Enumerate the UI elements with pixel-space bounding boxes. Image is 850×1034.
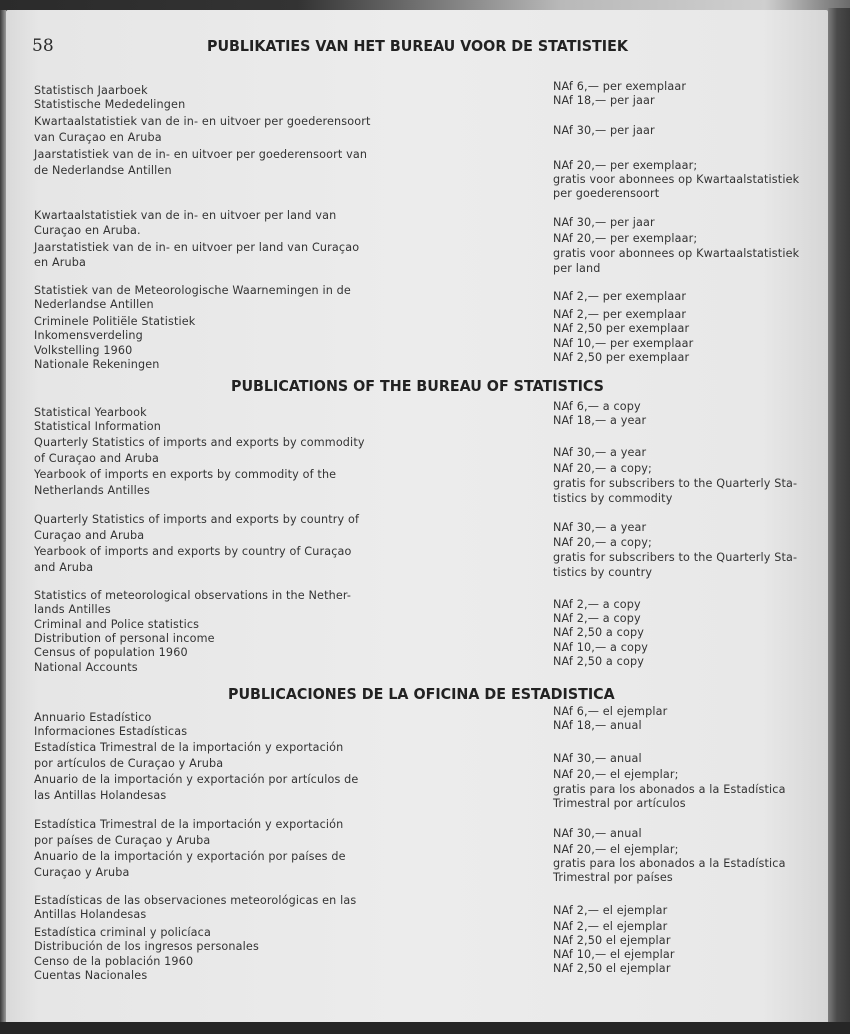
publication-title: Statistical Yearbook [34,406,147,419]
publication-title: Nederlandse Antillen [34,298,154,311]
publication-price: NAf 2,50 el ejemplar [553,934,671,947]
page-number: 58 [32,36,54,56]
publication-title: Curaçao and Aruba [34,529,145,542]
publication-title: National Accounts [34,661,138,674]
publication-price: NAf 10,— a copy [553,641,649,654]
publication-price: NAf 2,50 per exemplaar [553,351,690,364]
publication-price: gratis voor abonnees op Kwartaalstatistiek [553,247,800,260]
publication-price: gratis voor abonnees op Kwartaalstatistiek [553,173,800,186]
publication-title: en Aruba [34,256,87,269]
publication-title: and Aruba [34,561,94,574]
publication-title: Yearbook of imports and exports by country of Curaçao [34,545,352,558]
publication-price: NAf 20,— el ejemplar; [553,768,679,781]
publication-title: de Nederlandse Antillen [34,164,172,177]
publication-title: Statistical Information [34,420,162,433]
publication-price: NAf 2,— el ejemplar [553,920,668,933]
publication-price: NAf 20,— per exemplaar; [553,232,698,245]
publication-title: Estadística criminal y policíaca [34,926,211,939]
publication-title: Informaciones Estadísticas [34,725,188,738]
publication-price: NAf 2,50 el ejemplar [553,962,671,975]
section-heading-dutch: PUBLIKATIES VAN HET BUREAU VOOR DE STATISTIEK [207,37,628,55]
publication-price: Trimestral por países [553,871,673,884]
publication-price: NAf 2,50 a copy [553,655,644,668]
publication-title: Estadísticas de las observaciones meteorológicas en las [34,894,357,907]
publication-title: Statistisch Jaarboek [34,84,148,97]
publication-price: NAf 30,— a year [553,521,647,534]
publication-title: Jaarstatistiek van de in- en uitvoer per land van Curaçao [34,241,360,254]
publication-price: NAf 30,— per jaar [553,124,655,137]
publication-title: Netherlands Antilles [34,484,150,497]
section-heading-english: PUBLICATIONS OF THE BUREAU OF STATISTICS [231,377,604,395]
publication-title: Anuario de la importación y exportación por países de [34,850,346,863]
publication-title: lands Antilles [34,603,111,616]
publication-price: gratis for subscribers to the Quarterly Sta- [553,477,798,490]
publication-price: NAf 20,— el ejemplar; [553,843,679,856]
publication-title: Statistics of meteorological observations in the Nether- [34,589,352,602]
publication-title: por artículos de Curaçao y Aruba [34,757,224,770]
publication-title: Census of population 1960 [34,646,188,659]
publication-title: Antillas Holandesas [34,908,147,921]
publication-price: per land [553,262,601,275]
publication-title: Quarterly Statistics of imports and exports by commodity [34,436,365,449]
publication-title: van Curaçao en Aruba [34,131,162,144]
publication-title: Inkomensverdeling [34,329,143,342]
publication-title: Cuentas Nacionales [34,969,148,982]
publication-title: Curaçao en Aruba. [34,224,141,237]
publication-title: Anuario de la importación y exportación por artículos de [34,773,359,786]
publication-title: Statistiek van de Meteorologische Waarnemingen in de [34,284,351,297]
publication-title: Annuario Estadístico [34,711,152,724]
publication-price: NAf 2,50 per exemplaar [553,322,690,335]
publication-price: NAf 18,— per jaar [553,94,655,107]
publication-price: NAf 30,— anual [553,752,642,765]
publication-price: NAf 2,— a copy [553,598,641,611]
publication-title: Estadística Trimestral de la importación y exportación [34,818,344,831]
publication-price: NAf 2,— per exemplaar [553,308,687,321]
publication-title: las Antillas Holandesas [34,789,167,802]
book-binding [828,8,850,1034]
publication-price: NAf 20,— a copy; [553,536,652,549]
publication-title: Nationale Rekeningen [34,358,160,371]
publication-title: of Curaçao and Aruba [34,452,160,465]
publication-title: Yearbook of imports en exports by commodity of the [34,468,337,481]
publication-title: Jaarstatistiek van de in- en uitvoer per goederensoort van [34,148,368,161]
publication-price: NAf 10,— el ejemplar [553,948,675,961]
publication-price: gratis para los abonados a la Estadística [553,857,786,870]
publication-price: NAf 30,— anual [553,827,642,840]
publication-title: Quarterly Statistics of imports and exports by country of [34,513,360,526]
publication-price: NAf 6,— el ejemplar [553,705,668,718]
publication-price: NAf 30,— a year [553,446,647,459]
publication-price: NAf 2,50 a copy [553,626,644,639]
publication-price: gratis para los abonados a la Estadística [553,783,786,796]
publication-price: NAf 2,— per exemplaar [553,290,687,303]
publication-title: Censo de la población 1960 [34,955,194,968]
publication-price: per goederensoort [553,187,660,200]
publication-price: tistics by country [553,566,653,579]
publication-price: NAf 18,— a year [553,414,647,427]
publication-title: Volkstelling 1960 [34,344,133,357]
publication-price: NAf 2,— a copy [553,612,641,625]
publication-title: Estadística Trimestral de la importación y exportación [34,741,344,754]
publication-price: NAf 2,— el ejemplar [553,904,668,917]
publication-title: Criminal and Police statistics [34,618,200,631]
publication-title: Distribution of personal income [34,632,215,645]
section-heading-spanish: PUBLICACIONES DE LA OFICINA DE ESTADISTICA [228,685,615,703]
scan-background-bottom [0,1022,850,1034]
publication-price: NAf 10,— per exemplaar [553,337,694,350]
publication-price: NAf 20,— per exemplaar; [553,159,698,172]
publication-title: Kwartaalstatistiek van de in- en uitvoer per goederensoort [34,115,371,128]
publication-price: NAf 6,— a copy [553,400,641,413]
publication-title: Curaçao y Aruba [34,866,130,879]
publication-price: NAf 6,— per exemplaar [553,80,687,93]
publication-price: tistics by commodity [553,492,673,505]
publication-title: Distribución de los ingresos personales [34,940,259,953]
publication-title: Statistische Mededelingen [34,98,186,111]
publication-price: Trimestral por artículos [553,797,686,810]
publication-price: gratis for subscribers to the Quarterly Sta- [553,551,798,564]
publication-price: NAf 20,— a copy; [553,462,652,475]
publication-title: Kwartaalstatistiek van de in- en uitvoer per land van [34,209,337,222]
publication-price: NAf 30,— per jaar [553,216,655,229]
publication-price: NAf 18,— anual [553,719,642,732]
publication-title: Criminele Politiële Statistiek [34,315,196,328]
publication-title: por países de Curaçao y Aruba [34,834,211,847]
